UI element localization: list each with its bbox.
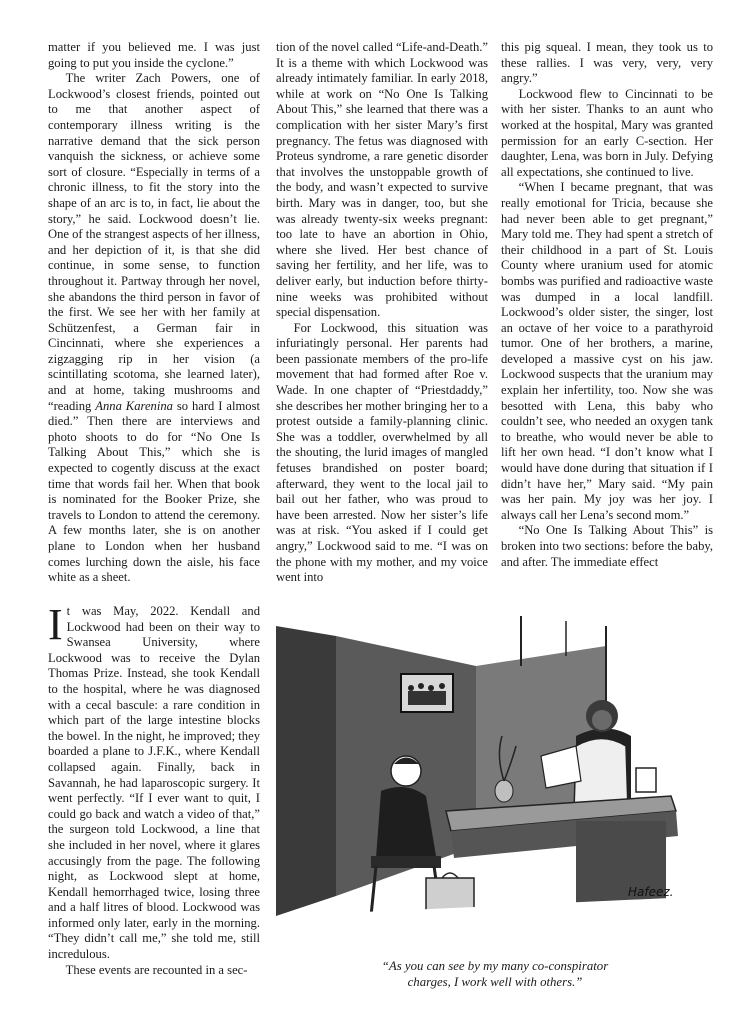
book-title: Anna Karenina <box>95 398 173 413</box>
paragraph: “When I became pregnant, that was really emotional for Tricia, because she had never been able to get pregnant,” Mary told me. They had spent a stretch of their childhood in a part of St. Louis County where uranium used for atomic bombs was purified and radioactive waste was dumped in a local landfill. Lockwood’s older sister, the singer, lost an octave of her voice to a parathyroid tumor. One of her brothers, a marine, developed a massive cyst on his jaw. Lockwood suspects that the uranium may explain her infertility, too. Now she was besotted with Lena, this baby who couldn’t see, who needed an oxygen tank to breathe, who would never be able to lift her own head. “I don’t know what I would have done during that situation if I didn’t have her,” Mary said. “My pain was her pain. My joy was her joy. I always call her Lena’s second mom.” <box>501 180 713 522</box>
paragraph: The writer Zach Powers, one of Lockwood’s closest friends, pointed out to me that another aspect of contemporary illness writing is the narrative demand that the sick person vanquish the sickness, or achieve some sort of closure. “Especially in terms of a chronic illness, to fit the story into the shape of an arc is to, in fact, lie about the story,” he said. Lockwood doesn’t lie. One of the strangest aspects of her illness, and her depiction of it, is that she did continue, in some sense, to function throughout it. Partway through her novel, she abandons the third person in favor of the first. We see her with her family at Schützenfest, a German fair in Cincinnati, where she experiences a zigzagging rip in her vision (a scintillating scotoma, she learned later), and at home, taking mushrooms and “reading Anna Karenina so hard I almost died.” Then there are interviews and photo shoots to do for “No One Is Talking About This,” which she is expected to cogently discuss at the exact time that words fail her. When that book is nominated for the Booker Prize, she travels to London to attend the ceremony. A few months later, she is on another plane to London when her husband comes lurching down the aisle, his face white as a sheet. <box>48 71 260 585</box>
artist-signature: Hafeez. <box>628 885 674 899</box>
column-1-top <box>48 40 260 586</box>
wall-edge <box>276 626 336 916</box>
column-2 <box>276 40 488 586</box>
drop-cap: I <box>48 600 63 649</box>
paragraph: It was May, 2022. Kendall and Lockwood had been on their way to Swansea University, where Lockwood was to receive the Dylan Thomas Prize. Instead, she took Kendall to the hospital, where he was diagnosed with a cecal bascule: a rare condition in which part of the large intestine blocks the bowel. In the night, he improved; they boarded a plane to J.F.K., where Kendall collapsed again. Finally, back in Savannah, he had laparoscopic surgery. It went perfectly. “If I ever want to quit, I could go back and watch a video of that,” the surgeon told Lockwood, a line that she included in her novel, where it glares accusingly from the page. The following night, as Lockwood slept at home, Kendall hemorrhaged twice, losing three and a half litres of blood. Lockwood was informed only later, early in the morning. “They didn’t call me,” she told me, still incredulous. <box>48 600 260 962</box>
column-1-bottom <box>48 600 260 978</box>
desk-photo <box>636 768 656 792</box>
plant-vase <box>495 780 513 802</box>
briefcase <box>426 878 474 912</box>
paragraph: this pig squeal. I mean, they took us to these rallies. I was very, very, very angry.” <box>501 40 713 86</box>
column-3 <box>501 40 713 570</box>
paragraph: matter if you believed me. I was just going to put you inside the cyclone.” <box>48 40 260 70</box>
cartoon-illustration <box>276 596 713 932</box>
paragraph: These events are recounted in a sec- <box>65 962 248 977</box>
paragraph: For Lockwood, this situation was infuriatingly personal. Her parents had been passionate members of the pro-life movement that had formed after Roe v. Wade. In one chapter of “Priestdaddy,” she describes her mother bringing her to a protest outside a family-planning clinic. She was a toddler, overwhelmed by all the shouting, the lurid images of mangled fetuses brandished on poster board; afterward, they went to the local jail to bail out her father, who was proud to have been arrested. Now her sister’s life was at risk. “You asked if I could get angry,” Lockwood said to me. “I was on the phone with my mother, and my voice went into <box>276 320 488 585</box>
paragraph: Lockwood flew to Cincinnati to be with her sister. Thanks to an aunt who worked at the hospital, Mary was granted permission for an early C-section. Her daughter, Lena, was born in July. Defying all expectations, she continued to live. <box>501 86 713 179</box>
paragraph: tion of the novel called “Life-and-Death.” It is a theme with which Lockwood was already intimately familiar. In early 2018, while at work on “No One Is Talking About This,” she learned that there was a complication with her sister Mary’s first pregnancy. The fetus was diagnosed with Proteus syndrome, a rare genetic disorder that involves the unstoppable growth of the body, and wasn’t expected to survive birth. Mary was in danger, too, but she was already twenty-six weeks pregnant: too late to have an abortion in Ohio, where she lived. Her best chance of saving her fertility, and her life, was to deliver early, but induction before thirty-nine weeks was prohibited without special dispensation. <box>276 40 488 320</box>
floor <box>276 896 713 932</box>
paragraph: “No One Is Talking About This” is broken into two sections: before the baby, and after. The immediate effect <box>501 523 713 569</box>
cartoon-caption: “As you can see by my many co-conspirator charges, I work well with others.” <box>381 959 609 989</box>
